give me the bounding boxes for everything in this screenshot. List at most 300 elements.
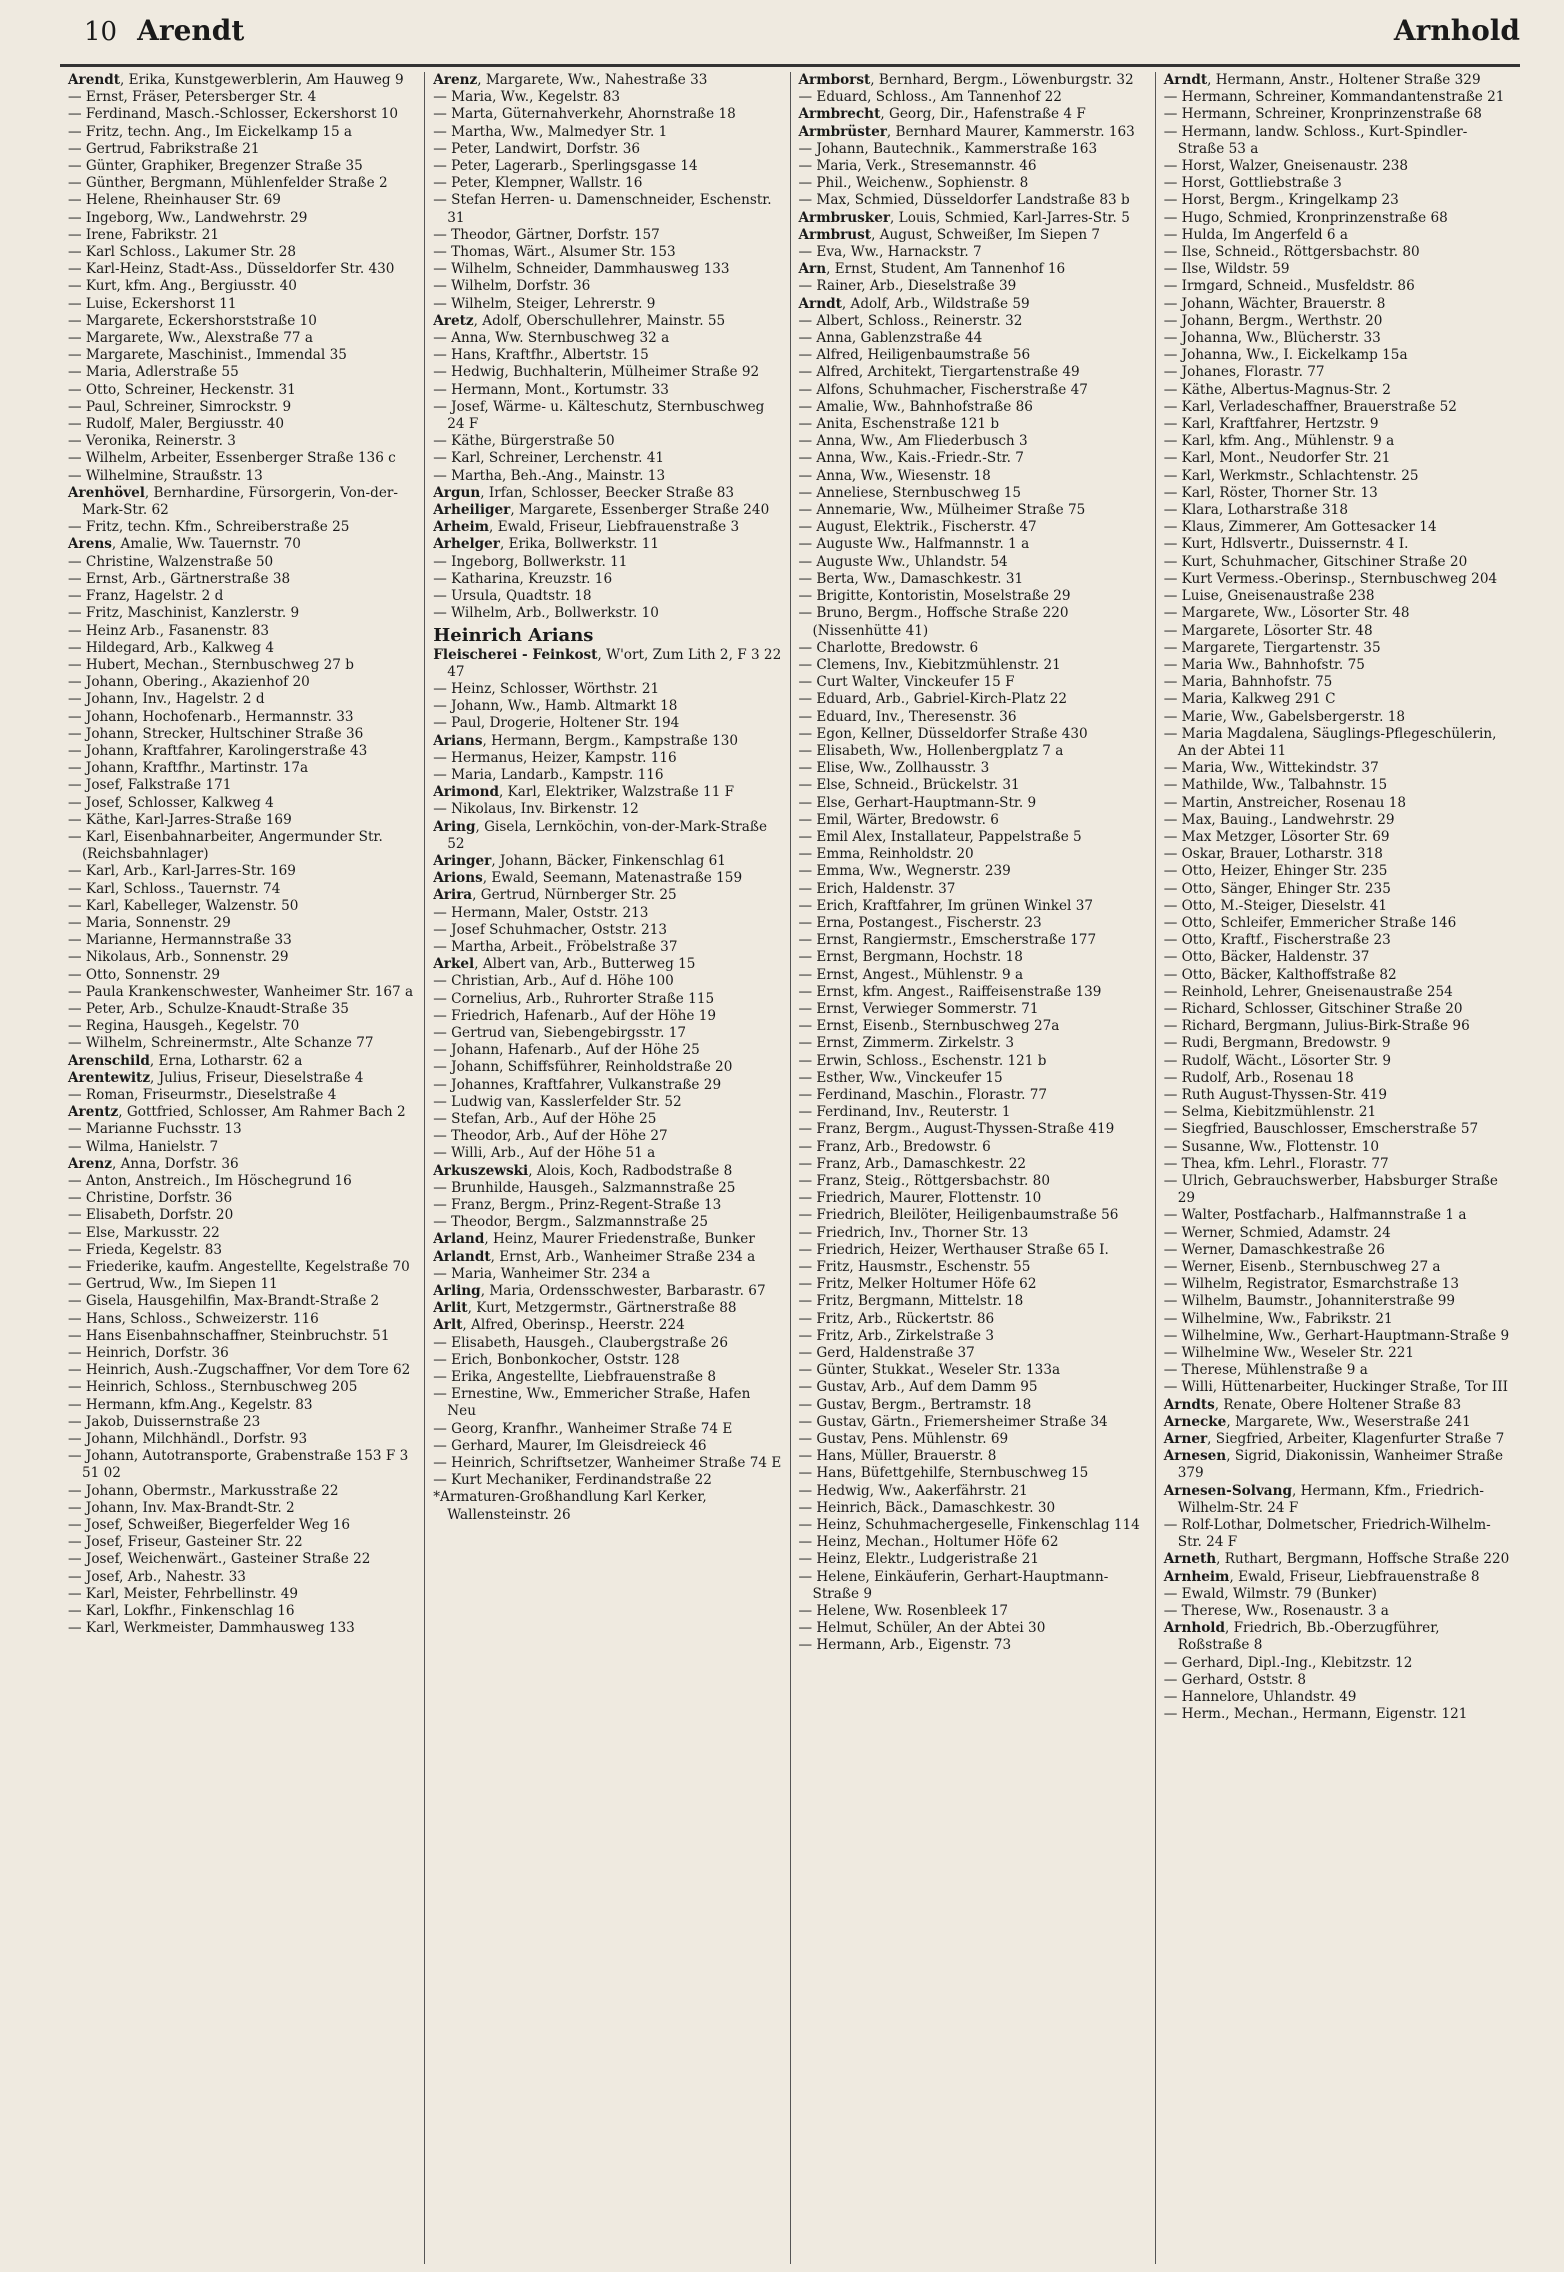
directory-entry: — Josef, Wärme- u. Kälteschutz, Sternbuschweg 24 F [433,398,765,433]
directory-entry: Arendt, Erika, Kunstgewerblerin, Am Hauweg 9 [68,72,404,88]
directory-entry: — Hildegard, Arb., Kalkweg 4 [68,639,275,656]
directory-entry: Arkuszewski, Alois, Koch, Radbodstraße 8 [433,1162,733,1179]
directory-entry: — Johannes, Kraftfahrer, Vulkanstraße 29 [433,1076,722,1093]
directory-entry: — Ferdinand, Inv., Reuterstr. 1 [798,1104,1011,1121]
directory-entry: — Ernst, Arb., Gärtnerstraße 38 [68,570,291,587]
directory-entry: — Karl, Kraftfahrer, Hertzstr. 9 [1163,416,1379,433]
directory-entry: — Stefan Herren- u. Damenschneider, Eschenstr. 31 [433,192,772,226]
directory-entry: — Else, Markusstr. 22 [68,1224,220,1241]
directory-entry: Aring, Gisela, Lernköchin, von-der-Mark-Straße 52 [433,818,768,852]
directory-entry: — Cornelius, Arb., Ruhrorter Straße 115 [433,990,715,1007]
directory-entry: — Franz, Arb., Damaschkestr. 22 [798,1155,1026,1172]
page-number: 10 [84,17,118,47]
directory-entry: — Ferdinand, Masch.-Schlosser, Eckershorst 10 [68,106,399,123]
directory-entry: — Heinz Arb., Fasanenstr. 83 [68,622,270,639]
directory-entry: — Josef, Falkstraße 171 [68,777,232,794]
directory-entry: — Christine, Walzenstraße 50 [68,553,274,570]
surname: Arndts [1163,1396,1215,1413]
surname: Aretz [433,312,474,329]
directory-entry: — Otto, Sonnenstr. 29 [68,966,220,983]
directory-entry: — Maria, Verk., Stresemannstr. 46 [798,158,1037,175]
directory-entry: — Johann, Milchhändl., Dorfstr. 93 [68,1431,308,1448]
directory-entry: — Johann, Strecker, Hultschiner Straße 36 [68,725,364,742]
directory-entry: Armborst, Bernhard, Bergm., Löwenburgstr. 32 [798,72,1134,88]
directory-entry: — Johanes, Florastr. 77 [1163,364,1325,381]
directory-entry: — Maria, Adlerstraße 55 [68,364,239,381]
directory-entry: — Hubert, Mechan., Sternbuschweg 27 b [68,656,354,673]
directory-entry: Arner, Siegfried, Arbeiter, Klagenfurter Straße 7 [1163,1431,1505,1448]
directory-entry: — Kurt, Schuhmacher, Gitschiner Straße 20 [1163,553,1468,570]
directory-entry: — Eva, Ww., Harnackstr. 7 [798,244,982,261]
surname: Arn [798,261,827,278]
directory-entry: — Luise, Eckershorst 11 [68,295,237,312]
directory-entry: — Otto, Sänger, Ehinger Str. 235 [1163,880,1391,897]
directory-entry: — Georg, Kranfhr., Wanheimer Straße 74 E [433,1420,733,1437]
surname: Arnecke [1163,1413,1227,1430]
directory-entry: — Willi, Hüttenarbeiter, Huckinger Straße, Tor III [1163,1379,1509,1396]
directory-entry: — Karl, kfm. Ang., Mühlenstr. 9 a [1163,433,1395,450]
column-1 [60,72,425,2264]
directory-entry: — Peter, Lagerarb., Sperlingsgasse 14 [433,158,698,175]
directory-entry: Armbrüster, Bernhard Maurer, Kammerstr. 163 [798,123,1135,140]
directory-entry: — Fritz, techn. Kfm., Schreiberstraße 25 [68,519,350,536]
directory-entry: — Emma, Reinholdstr. 20 [798,846,974,863]
surname: Arling [433,1283,481,1300]
surname: Arkuszewski [433,1162,529,1179]
directory-entry: — Mathilde, Ww., Talbahnstr. 15 [1163,777,1388,794]
directory-entry: — Josef, Friseur, Gasteiner Str. 22 [68,1534,303,1551]
directory-entry: — Wilhelmine, Ww., Fabrikstr. 21 [1163,1310,1393,1327]
surname: Arendt [68,72,121,88]
directory-entry: — Margarete, Lösorter Str. 48 [1163,622,1373,639]
directory-entry: — Siegfried, Bauschlosser, Emscherstraße 57 [1163,1121,1479,1138]
directory-entry: — Wilhelmine Ww., Weseler Str. 221 [1163,1345,1415,1362]
directory-entry: — Thomas, Wärt., Alsumer Str. 153 [433,244,676,261]
directory-entry: — Kurt Mechaniker, Ferdinandstraße 22 [433,1472,712,1489]
directory-entry: — Johann, Inv., Hagelstr. 2 d [68,691,265,708]
business-heading: Heinrich Arians [433,624,594,646]
column-4 [1156,72,1520,2264]
directory-entry: Arndt, Adolf, Arb., Wildstraße 59 [798,295,1030,312]
directory-entry: — Theodor, Arb., Auf der Höhe 27 [433,1128,668,1145]
directory-entry: — Annemarie, Ww., Mülheimer Straße 75 [798,502,1086,519]
directory-entry: — Wilhelm, Dorfstr. 36 [433,278,591,295]
directory-entry: — Walter, Postfacharb., Halfmannstraße 1 a [1163,1207,1467,1224]
directory-entry: — Margarete, Ww., Lösorter Str. 48 [1163,605,1410,622]
directory-entry: — Maria, Landarb., Kampstr. 116 [433,766,664,783]
directory-entry: — Veronika, Reinerstr. 3 [68,433,236,450]
directory-entry: — Johann, Inv. Max-Brandt-Str. 2 [68,1499,295,1516]
directory-entry: Arnesen-Solvang, Hermann, Kfm., Friedrich-Wilhelm-Str. 24 F [1163,1482,1485,1516]
directory-entry: — Kurt Vermess.-Oberinsp., Sternbuschweg 204 [1163,570,1498,587]
directory-entry: *Armaturen-Großhandlung Karl Kerker, Wallensteinstr. 26 [433,1489,707,1523]
directory-entry: — Wilhelm, Arbeiter, Essenberger Straße 136 c [68,450,396,467]
surname: Arnheim [1163,1568,1230,1585]
directory-entry: — Eduard, Inv., Theresenstr. 36 [798,708,1017,725]
directory-entry: — Johann, Bergm., Werthstr. 20 [1163,312,1383,329]
directory-entry: — Otto, Schleifer, Emmericher Straße 146 [1163,914,1457,931]
directory-entry: — Stefan, Arb., Auf der Höhe 25 [433,1110,657,1127]
directory-entry: — Wilhelm, Schneider, Dammhausweg 133 [433,261,730,278]
directory-entry: — Hermann, Schreiner, Kommandantenstraße 21 [1163,89,1505,106]
directory-entry: — Brigitte, Kontoristin, Moselstraße 29 [798,588,1071,605]
directory-entry: — Peter, Arb., Schulze-Knaudt-Straße 35 [68,1000,349,1017]
directory-entry: — Karl, Eisenbahnarbeiter, Angermunder Str. (Reichsbahnlager) [68,828,383,863]
directory-entry: — Nikolaus, Inv. Birkenstr. 12 [433,801,639,818]
directory-entry: — Günther, Bergmann, Mühlenfelder Straße 2 [68,175,388,192]
directory-entry: — Thea, kfm. Lehrl., Florastr. 77 [1163,1155,1389,1172]
directory-entry: Arnecke, Margarete, Ww., Weserstraße 241 [1163,1413,1471,1430]
surname: Argun [433,484,481,501]
directory-entry: — Susanne, Ww., Flottenstr. 10 [1163,1138,1380,1155]
directory-entry: — Helmut, Schüler, An der Abtei 30 [798,1620,1046,1637]
directory-entry: — Heinrich, Bäck., Damaschkestr. 30 [798,1499,1056,1516]
directory-entry: — Franz, Bergm., Prinz-Regent-Straße 13 [433,1197,722,1213]
directory-entry: — Friedrich, Inv., Thorner Str. 13 [798,1224,1029,1241]
surname: Arndt [1163,72,1208,88]
directory-entry: — Karl, Werkmeister, Dammhausweg 133 [68,1620,355,1637]
surname: Arner [1163,1431,1208,1448]
directory-entry: Arentewitz, Julius, Friseur, Dieselstraße 4 [68,1069,364,1086]
directory-entry: — Therese, Mühlenstraße 9 a [1163,1362,1368,1379]
directory-entry: — Rudolf, Wächt., Lösorter Str. 9 [1163,1052,1392,1069]
directory-entry: — Emil Alex, Installateur, Pappelstraße 5 [798,828,1082,845]
directory-entry: — Marie, Ww., Gabelsbergerstr. 18 [1163,708,1406,725]
directory-entry: — Frieda, Kegelstr. 83 [68,1241,222,1258]
directory-entry: — Elisabeth, Ww., Hollenbergplatz 7 a [798,742,1064,759]
directory-entry: — Karl-Heinz, Stadt-Ass., Düsseldorfer Str. 430 [68,261,395,278]
surname: Arira [433,887,473,904]
directory-entry: Armbrusker, Louis, Schmied, Karl-Jarres-Str. 5 [798,209,1130,226]
directory-entry: — Eduard, Arb., Gabriel-Kirch-Platz 22 [798,691,1068,708]
directory-entry: — Roman, Friseurmstr., Dieselstraße 4 [68,1086,337,1103]
directory-entry: Argun, Irfan, Schlosser, Beecker Straße 83 [433,484,735,501]
directory-entry: — Wilhelmine, Straußstr. 13 [68,467,263,484]
directory-entry: — Josef, Weichenwärt., Gasteiner Straße 22 [68,1551,371,1568]
directory-entry: — Otto, Bäcker, Kalthoffstraße 82 [1163,966,1397,983]
directory-entry: — Maria, Ww., Wittekindstr. 37 [1163,760,1379,777]
surname: Arhelger [433,536,500,553]
directory-entry: — Rolf-Lothar, Dolmetscher, Friedrich-Wilhelm-Str. 24 F [1163,1517,1491,1551]
directory-entry: — Franz, Arb., Bredowstr. 6 [798,1138,991,1155]
directory-entry: Arndt, Hermann, Anstr., Holtener Straße 329 [1163,72,1481,88]
surname: Arnesen-Solvang [1163,1482,1292,1499]
directory-entry: — Maria, Sonnenstr. 29 [68,914,231,931]
directory-entry: — Margarete, Tiergartenstr. 35 [1163,639,1381,656]
directory-entry: — Gustav, Gärtn., Friemersheimer Straße 34 [798,1413,1108,1430]
directory-entry: — Klaus, Zimmerer, Am Gottesacker 14 [1163,519,1437,536]
directory-entry: — Maria, Ww., Kegelstr. 83 [433,89,621,106]
directory-entry: — Martha, Ww., Malmedyer Str. 1 [433,123,668,140]
surname: Arions [433,870,483,887]
directory-entry: — Ruth August-Thyssen-Str. 419 [1163,1086,1387,1103]
surname: Arimond [433,784,499,801]
directory-entry: — Johanna, Ww., Blücherstr. 33 [1163,330,1381,347]
directory-entry: — Ernst, Verwieger Sommerstr. 71 [798,1000,1039,1017]
directory-entry: Arnhold, Friedrich, Bb.-Oberzugführer, Roßstraße 8 [1163,1620,1440,1654]
directory-entry: — Herm., Mechan., Hermann, Eigenstr. 121 [1163,1706,1468,1723]
directory-entry: — Friedrich, Maurer, Flottenstr. 10 [798,1190,1042,1207]
directory-entry: — Emil, Wärter, Bredowstr. 6 [798,811,999,828]
directory-entry: — Johann, Obermstr., Markusstraße 22 [68,1482,339,1499]
directory-entry: — Egon, Kellner, Düsseldorfer Straße 430 [798,725,1088,742]
directory-entry: — Anna, Gablenzstraße 44 [798,330,983,347]
surname: Armbrüster [798,123,887,140]
directory-entry: — Richard, Schlosser, Gitschiner Straße 20 [1163,1000,1463,1017]
directory-entry: Arenhövel, Bernhardine, Fürsorgerin, Von-der-Mark-Str. 62 [68,484,398,519]
directory-entry: — Bruno, Bergm., Hoffsche Straße 220 (Nissenhütte 41) [798,605,1069,639]
directory-entry: — Hermann, Mont., Kortumstr. 33 [433,381,669,398]
directory-entry: — Maria, Kalkweg 291 C [1163,691,1336,708]
column-2 [425,72,790,2264]
directory-entry: — Horst, Gottliebstraße 3 [1163,175,1342,192]
directory-entry: — Kurt, Hdlsvertr., Duissernstr. 4 I. [1163,536,1409,553]
directory-columns [60,72,1520,2264]
directory-entry: — Friedrich, Heizer, Werthauser Straße 65 I. [798,1241,1109,1258]
directory-entry: — Wilma, Hanielstr. 7 [68,1138,219,1155]
directory-entry: — Theodor, Gärtner, Dorfstr. 157 [433,226,660,243]
directory-entry: — Katharina, Kreuzstr. 16 [433,570,613,587]
directory-entry: — Anneliese, Sternbuschweg 15 [798,484,1022,501]
directory-entry: — Kurt, kfm. Ang., Bergiusstr. 40 [68,278,297,295]
directory-entry: — Hermann, Maler, Oststr. 213 [433,904,649,921]
directory-entry: — Gerhard, Dipl.-Ing., Klebitzstr. 12 [1163,1654,1413,1671]
directory-entry: — Berta, Ww., Damaschkestr. 31 [798,570,1024,587]
directory-entry: — Anna, Ww., Am Fliederbusch 3 [798,433,1028,450]
directory-entry: — Heinz, Schuhmachergeselle, Finkenschlag 114 [798,1517,1140,1534]
left-running-head: Arendt [137,14,245,47]
directory-entry: Arenz, Anna, Dorfstr. 36 [68,1155,239,1172]
directory-entry: — Anna, Ww. Sternbuschweg 32 a [433,330,670,347]
directory-entry: — Fritz, Arb., Zirkelstraße 3 [798,1327,994,1344]
directory-entry: — Horst, Bergm., Kringelkamp 23 [1163,192,1399,209]
directory-entry: — Helene, Rheinhauser Str. 69 [68,192,281,209]
surname: Arland [433,1231,485,1248]
directory-entry: — Erwin, Schloss., Eschenstr. 121 b [798,1052,1047,1069]
directory-entry: — Gerhard, Oststr. 8 [1163,1671,1307,1688]
directory-entry: — Emma, Ww., Wegnerstr. 239 [798,863,1011,880]
directory-entry: — Anna, Ww., Kais.-Friedr.-Str. 7 [798,450,1024,467]
directory-entry: — Rudolf, Maler, Bergiusstr. 40 [68,416,285,433]
directory-entry: — Karl, Verladeschaffner, Brauerstraße 52 [1163,398,1457,415]
directory-entry: — Max Metzger, Lösorter Str. 69 [1163,828,1390,845]
directory-entry: Arhelger, Erika, Bollwerkstr. 11 [433,536,660,553]
directory-entry: — Alfred, Architekt, Tiergartenstraße 49 [798,364,1080,381]
directory-entry: — Karl, Schreiner, Lerchenstr. 41 [433,450,665,467]
directory-entry: — Elisabeth, Dorfstr. 20 [68,1207,234,1224]
directory-entry: — Gustav, Pens. Mühlenstr. 69 [798,1431,1009,1448]
directory-entry: — Ulrich, Gebrauchswerber, Habsburger Straße 29 [1163,1173,1498,1207]
directory-entry: — Alfred, Heiligenbaumstraße 56 [798,347,1031,364]
directory-entry: — Johann, Wächter, Brauerstr. 8 [1163,295,1386,312]
directory-entry: — Irmgard, Schneid., Musfeldstr. 86 [1163,278,1415,295]
directory-entry: — Marianne, Hermannstraße 33 [68,932,292,949]
directory-entry: — Elise, Ww., Zollhausstr. 3 [798,760,990,777]
directory-entry: — Anna, Ww., Wiesenstr. 18 [798,467,991,484]
directory-entry: — Anton, Anstreich., Im Höschegrund 16 [68,1173,352,1189]
directory-entry: — Gisela, Hausgehilfin, Max-Brandt-Straße 2 [68,1293,380,1310]
directory-entry: — Hans Eisenbahnschaffner, Steinbruchstr. 51 [68,1327,390,1344]
directory-entry: — Johann, Obering., Akazienhof 20 [68,674,310,691]
directory-entry: — Otto, M.-Steiger, Dieselstr. 41 [1163,897,1387,914]
directory-entry: Arneth, Ruthart, Bergmann, Hoffsche Straße 220 [1163,1551,1510,1568]
directory-entry: — Otto, Heizer, Ehinger Str. 235 [1163,863,1388,880]
directory-entry: — Fritz, techn. Ang., Im Eickelkamp 15 a [68,123,353,140]
header-rule [60,64,1520,67]
directory-entry: — Elisabeth, Hausgeh., Claubergstraße 26 [433,1334,728,1351]
directory-entry: — Ilse, Schneid., Röttgersbachstr. 80 [1163,244,1420,261]
directory-entry: Arland, Heinz, Maurer Friedenstraße, Bunker [433,1231,755,1248]
directory-entry: Arenschild, Erna, Lotharstr. 62 a [68,1052,303,1069]
directory-entry: — Friedrich, Bleilöter, Heiligenbaumstraße 56 [798,1207,1119,1224]
surname: Arentz [68,1104,119,1121]
directory-entry: — Eduard, Schloss., Am Tannenhof 22 [798,89,1062,106]
directory-entry: — Hannelore, Uhlandstr. 49 [1163,1689,1357,1706]
directory-entry: — Paula Krankenschwester, Wanheimer Str. 167 a [68,983,414,1000]
directory-entry: — Gustav, Arb., Auf dem Damm 95 [798,1379,1038,1396]
directory-entry: — Irene, Fabrikstr. 21 [68,226,220,243]
directory-entry: — Peter, Landwirt, Dorfstr. 36 [433,140,641,157]
directory-entry: — Auguste Ww., Uhlandstr. 54 [798,553,1008,570]
surname: Arenschild [68,1052,150,1069]
directory-entry: — Ernst, Angest., Mühlenstr. 9 a [798,966,1024,983]
directory-entry: Arndts, Renate, Obere Holtener Straße 83 [1163,1396,1462,1413]
directory-entry: — Josef, Schlosser, Kalkweg 4 [68,794,274,811]
directory-entry: — Hermann, Arb., Eigenstr. 73 [798,1637,1012,1654]
directory-entry: — Anita, Eschenstraße 121 b [798,416,1000,433]
surname: Arenz [433,72,478,88]
directory-entry: — Gertrud, Fabrikstraße 21 [68,140,260,157]
surname: Armbrust [798,226,872,243]
directory-entry: — Johann, Kraftfahrer, Karolingerstraße 43 [68,742,368,759]
directory-entry: — Fritz, Maschinist, Kanzlerstr. 9 [68,605,300,622]
directory-entry: — Jakob, Duissernstraße 23 [68,1413,261,1430]
directory-entry: — Ludwig van, Kasslerfelder Str. 52 [433,1093,682,1110]
directory-entry: — Otto, Bäcker, Haldenstr. 37 [1163,949,1370,966]
directory-entry: — Karl, Arb., Karl-Jarres-Str. 169 [68,863,296,880]
directory-entry: — Curt Walter, Vinckeufer 15 F [798,674,1015,691]
directory-entry: Arling, Maria, Ordensschwester, Barbarastr. 67 [433,1283,766,1300]
directory-entry: — Johann, Schiffsführer, Reinholdstraße 20 [433,1059,733,1076]
directory-entry: — Josef, Schweißer, Biegerfelder Weg 16 [68,1517,351,1534]
directory-entry: — Fritz, Melker Holtumer Höfe 62 [798,1276,1037,1293]
directory-entry: — Heinz, Elektr., Ludgeristraße 21 [798,1551,1040,1568]
directory-entry: — Therese, Ww., Rosenaustr. 3 a [1163,1603,1389,1620]
directory-entry: — Luise, Gneisenaustraße 238 [1163,588,1375,605]
directory-entry: — Gerd, Haldenstraße 37 [798,1345,975,1362]
directory-entry: — Franz, Hagelstr. 2 d [68,588,224,605]
directory-entry: — Maria, Bahnhofstr. 75 [1163,674,1333,691]
directory-entry: — Wilhelmine, Ww., Gerhart-Hauptmann-Straße 9 [1163,1327,1510,1344]
directory-entry: — Else, Gerhart-Hauptmann-Str. 9 [798,794,1037,811]
surname: Arkel [433,956,475,973]
directory-entry: — Johann, Kraftfhr., Martinstr. 17a [68,760,309,777]
directory-entry: — Rudolf, Arb., Rosenau 18 [1163,1069,1354,1086]
directory-entry: — Amalie, Ww., Bahnhofstraße 86 [798,398,1033,415]
directory-entry: Armbrust, August, Schweißer, Im Siepen 7 [798,226,1101,243]
surname: Arentewitz [68,1069,151,1086]
directory-entry: — Hans, Müller, Brauerstr. 8 [798,1448,997,1465]
directory-entry: — Ursula, Quadtstr. 18 [433,588,592,605]
directory-entry: — Rainer, Arb., Dieselstraße 39 [798,278,1017,295]
directory-entry: — Helene, Ww. Rosenbleek 17 [798,1603,1008,1620]
directory-entry: — Christine, Dorfstr. 36 [68,1190,233,1207]
directory-entry: Arlandt, Ernst, Arb., Wanheimer Straße 234 a [433,1248,756,1265]
directory-entry: — Phil., Weichenw., Sophienstr. 8 [798,175,1029,192]
directory-entry: — Johann, Ww., Hamb. Altmarkt 18 [433,698,678,715]
directory-entry: — Hedwig, Ww., Aakerfährstr. 21 [798,1482,1028,1499]
directory-entry: — Josef Schuhmacher, Oststr. 213 [433,921,668,938]
directory-entry: Arians, Hermann, Bergm., Kampstraße 130 [433,732,739,749]
directory-entry: — Ernst, kfm. Angest., Raiffeisenstraße 139 [798,983,1102,1000]
directory-entry: — Ernst, Fräser, Petersberger Str. 4 [68,89,317,106]
directory-entry: — Josef, Arb., Nahestr. 33 [68,1568,246,1585]
directory-entry: — Hermann, Schreiner, Kronprinzenstraße 68 [1163,106,1482,123]
directory-entry: — Selma, Kiebitzmühlenstr. 21 [1163,1104,1377,1121]
directory-entry: — Esther, Ww., Vinckeufer 15 [798,1069,1003,1086]
directory-entry: Arlt, Alfred, Oberinsp., Heerstr. 224 [433,1317,685,1334]
directory-entry: Arlit, Kurt, Metzgermstr., Gärtnerstraße 88 [433,1300,737,1317]
directory-entry: — Hermann, landw. Schloss., Kurt-Spindler-Straße 53 a [1163,123,1468,157]
surname: Arneth [1163,1551,1217,1568]
directory-entry: Arheim, Ewald, Friseur, Liebfrauenstraße 3 [433,519,740,536]
directory-entry: — Theodor, Bergm., Salzmannstraße 25 [433,1214,709,1231]
surname: Armborst [798,72,871,88]
directory-entry: — Hermanus, Heizer, Kampstr. 116 [433,749,677,766]
directory-entry: — Karl, Schloss., Tauernstr. 74 [68,880,281,897]
surname: Armbrusker [798,209,891,226]
page-header [84,14,1520,56]
directory-entry: — Karl, Meister, Fehrbellinstr. 49 [68,1585,299,1602]
surname: Arenhövel [68,484,145,501]
directory-entry: — Paul, Drogerie, Holtener Str. 194 [433,715,680,732]
directory-entry: — Erna, Postangest., Fischerstr. 23 [798,914,1042,931]
directory-entry: — Gerhard, Maurer, Im Gleisdreieck 46 [433,1437,707,1454]
surname: Arheiliger [433,502,511,519]
directory-entry: — Christian, Arb., Auf d. Höhe 100 [433,973,674,990]
directory-entry: — Friedrich, Hafenarb., Auf der Höhe 19 [433,1007,717,1024]
directory-entry: — Käthe, Albertus-Magnus-Str. 2 [1163,381,1391,398]
surname: Fleischerei - Feinkost [433,646,598,663]
directory-entry: Aringer, Johann, Bäcker, Finkenschlag 61 [433,852,726,869]
directory-entry: — Wilhelm, Baumstr., Johanniterstraße 99 [1163,1293,1456,1310]
directory-entry: — Karl, Röster, Thorner Str. 13 [1163,484,1378,501]
directory-entry: Arnheim, Ewald, Friseur, Liebfrauenstraße 8 [1163,1568,1480,1585]
directory-entry: — Heinrich, Aush.-Zugschaffner, Vor dem Tore 62 [68,1362,411,1379]
directory-entry: — Hans, Schloss., Schweizerstr. 116 [68,1310,319,1327]
directory-entry: — Werner, Damaschkestraße 26 [1163,1241,1385,1258]
directory-entry: — Karl, Mont., Neudorfer Str. 21 [1163,450,1391,467]
directory-entry: — Günter, Stukkat., Weseler Str. 133a [798,1362,1061,1379]
directory-entry: — Hulda, Im Angerfeld 6 a [1163,226,1348,243]
directory-entry: — Paul, Schreiner, Simrockstr. 9 [68,398,292,415]
surname: Arlit [433,1300,468,1317]
directory-entry: — Hermann, kfm.Ang., Kegelstr. 83 [68,1396,313,1413]
directory-entry: — Hedwig, Buchhalterin, Mülheimer Straße 92 [433,364,760,381]
directory-entry: — Wilhelm, Schreinermstr., Alte Schanze 77 [68,1035,374,1052]
directory-entry: — Albert, Schloss., Reinerstr. 32 [798,312,1023,329]
directory-entry: — Franz, Bergm., August-Thyssen-Straße 419 [798,1121,1115,1138]
directory-entry: — Else, Schneid., Brückelstr. 31 [798,777,1020,794]
directory-entry: — Rudi, Bergmann, Bredowstr. 9 [1163,1035,1391,1052]
directory-entry: — Heinz, Schlosser, Wörthstr. 21 [433,680,660,697]
directory-entry: Arentz, Gottfried, Schlosser, Am Rahmer Bach 2 [68,1104,406,1121]
directory-entry: — Käthe, Karl-Jarres-Straße 169 [68,811,292,828]
directory-entry: — Gustav, Bergm., Bertramstr. 18 [798,1396,1032,1413]
directory-entry: — Ernst, Zimmerm. Zirkelstr. 3 [798,1035,1014,1052]
directory-entry: — Erich, Bonbonkocher, Oststr. 128 [433,1351,680,1368]
directory-entry: — Erich, Haldenstr. 37 [798,880,956,897]
